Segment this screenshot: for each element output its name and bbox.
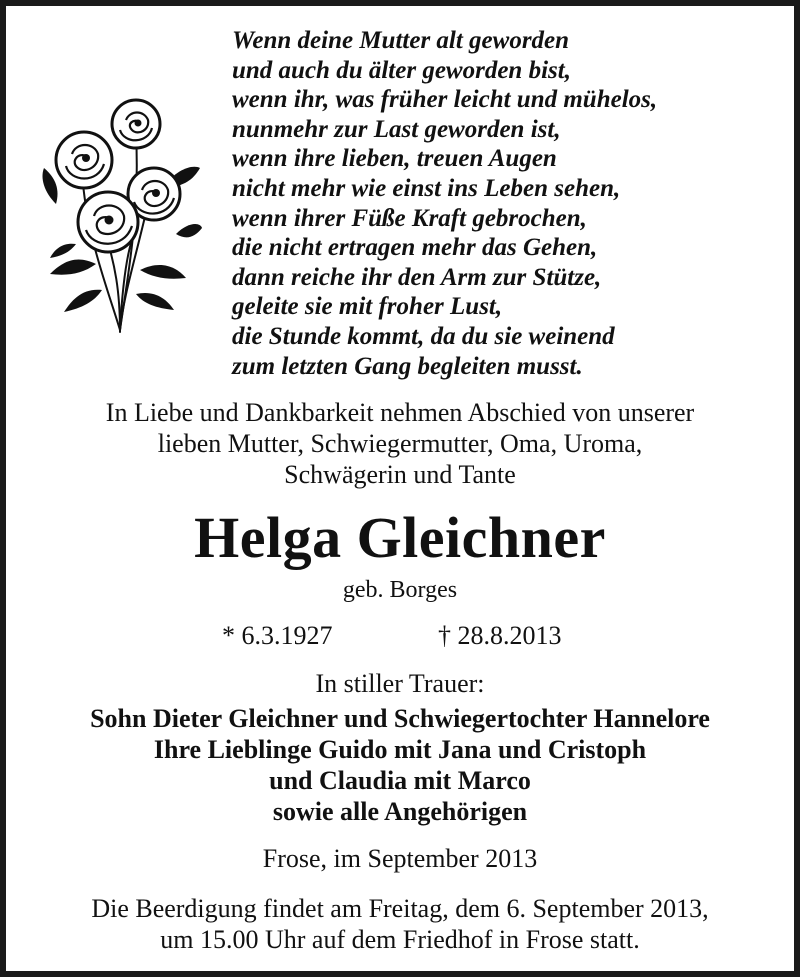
poem-line: die Stunde kommt, da du sie weinend — [232, 322, 615, 350]
mourning-heading: In stiller Trauer: — [315, 669, 485, 698]
poem-line: nicht mehr wie einst ins Leben sehen, — [232, 174, 621, 202]
poem-line: Wenn deine Mutter alt geworden — [232, 27, 570, 54]
mourner-line: Ihre Lieblinge Guido mit Jana und Cristoph — [153, 735, 647, 764]
maiden-name: geb. Borges — [342, 577, 458, 603]
poem-line: zum letzten Gang begleiten musst. — [232, 352, 583, 380]
death-date: † 28.8.2013 — [438, 621, 562, 650]
funeral-line: Die Beerdigung findet am Freitag, dem 6. September 2013, — [91, 894, 709, 923]
mourner-line: und Claudia mit Marco — [269, 766, 531, 795]
mourner-line: Sohn Dieter Gleichner und Schwiegertochter Hannelore — [90, 704, 710, 733]
mourners-list — [0, 703, 800, 827]
life-dates — [0, 620, 800, 652]
poem-line: geleite sie mit froher Lust, — [232, 293, 503, 321]
intro-line: In Liebe und Dankbarkeit nehmen Abschied von unserer — [105, 398, 695, 427]
birth-date: * 6.3.1927 — [222, 621, 333, 650]
poem-line: wenn ihr, was früher leicht und mühelos, — [232, 86, 658, 114]
poem-line: wenn ihre lieben, treuen Augen — [232, 145, 557, 173]
poem-line: dann reiche ihr den Arm zur Stütze, — [232, 263, 602, 291]
poem-block — [232, 26, 792, 381]
roses-bouquet-icon — [36, 94, 204, 334]
poem-line: die nicht ertragen mehr das Gehen, — [232, 234, 598, 262]
intro-text — [0, 397, 800, 490]
intro-line: Schwägerin und Tante — [284, 460, 516, 489]
poem-line: wenn ihrer Füße Kraft gebrochen, — [232, 204, 587, 232]
funeral-line: um 15.00 Uhr auf dem Friedhof in Frose statt. — [160, 925, 640, 954]
poem-line: nunmehr zur Last geworden ist, — [232, 115, 561, 143]
intro-line: lieben Mutter, Schwiegermutter, Oma, Uroma, — [157, 429, 643, 458]
mourner-line: sowie alle Angehörigen — [272, 797, 528, 826]
deceased-name: Helga Gleichner — [194, 505, 606, 570]
poem-line: und auch du älter geworden bist, — [232, 56, 571, 84]
funeral-notice — [0, 893, 800, 955]
place-date: Frose, im September 2013 — [262, 844, 538, 873]
